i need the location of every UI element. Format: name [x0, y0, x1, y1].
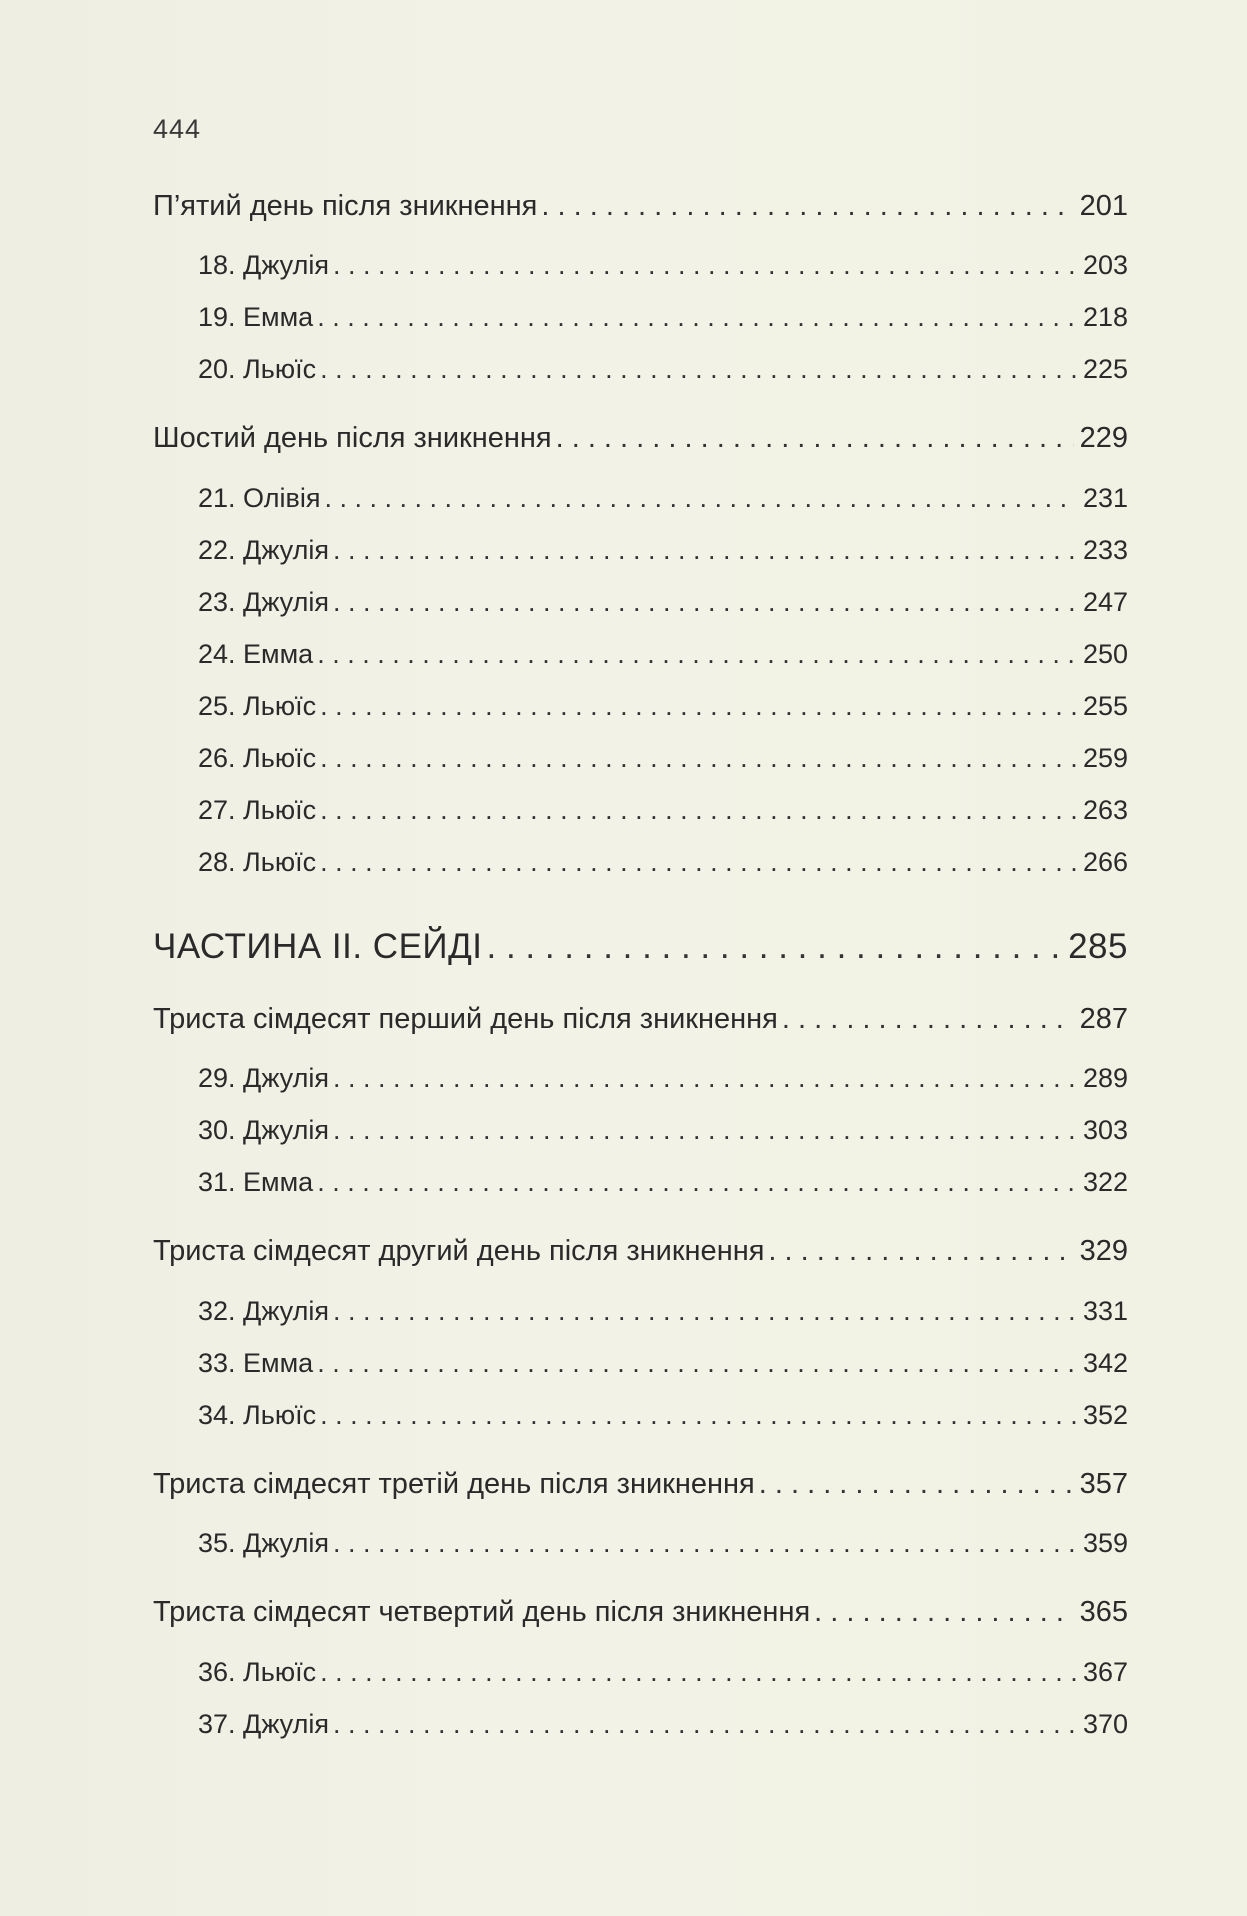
toc-entry-page: 322 [1082, 1167, 1128, 1197]
toc-entry-page: 247 [1082, 587, 1128, 617]
toc-entry-page: 357 [1079, 1468, 1128, 1500]
dot-leader [333, 1528, 1077, 1559]
dot-leader [541, 190, 1073, 223]
toc-entry-label: 36. Льюїс [198, 1657, 317, 1687]
toc-entry-page: 359 [1082, 1528, 1128, 1558]
dot-leader [320, 795, 1077, 826]
toc-entry-label: 35. Джулія [198, 1528, 329, 1558]
toc-entry-chapter [198, 302, 1128, 333]
toc-entry-day [153, 1596, 1128, 1629]
toc-entry-page: 229 [1079, 422, 1128, 454]
dot-leader [320, 847, 1077, 878]
toc-entry-chapter [198, 1657, 1128, 1688]
toc-entry-chapter [198, 1296, 1128, 1327]
toc-entry-page: 342 [1082, 1348, 1128, 1378]
dot-leader [320, 354, 1077, 385]
toc-entry-chapter [198, 795, 1128, 826]
toc-entry-chapter [198, 483, 1128, 514]
toc-entry-label: 20. Льюїс [198, 354, 317, 384]
dot-leader [320, 743, 1077, 774]
toc-entry-label: 33. Емма [198, 1348, 314, 1378]
toc-entry-chapter [198, 691, 1128, 722]
toc-entry-label: 22. Джулія [198, 535, 329, 565]
dot-leader [333, 1709, 1077, 1740]
toc-entry-page: 259 [1082, 743, 1128, 773]
toc-entry-day [153, 422, 1128, 455]
toc-entry-chapter [198, 250, 1128, 281]
toc-entry-label: 19. Емма [198, 302, 314, 332]
toc-entry-label: Триста сімдесят другий день після зникнення [153, 1235, 765, 1267]
dot-leader [814, 1596, 1073, 1629]
toc-entry-page: 218 [1082, 302, 1128, 332]
toc-entry-day [153, 1468, 1128, 1501]
toc-entry-label: 32. Джулія [198, 1296, 329, 1326]
toc-entry-page: 203 [1082, 250, 1128, 280]
dot-leader [320, 691, 1077, 722]
dot-leader [333, 250, 1077, 281]
toc-entry-label: 31. Емма [198, 1167, 314, 1197]
toc-entry-chapter [198, 1709, 1128, 1740]
toc-entry-label: 23. Джулія [198, 587, 329, 617]
toc-entry-chapter [198, 1167, 1128, 1198]
toc-entry-label: 27. Льюїс [198, 795, 317, 825]
toc-entry-day [153, 1235, 1128, 1268]
toc-entry-chapter [198, 743, 1128, 774]
dot-leader [768, 1235, 1073, 1268]
toc-entry-label: 30. Джулія [198, 1115, 329, 1145]
dot-leader [333, 1115, 1077, 1146]
dot-leader [317, 639, 1077, 670]
dot-leader [333, 1063, 1077, 1094]
toc-entry-label: 24. Емма [198, 639, 314, 669]
toc-entry-label: 21. Олівія [198, 483, 321, 513]
toc-entry-label: Триста сімдесят третій день після зникнення [153, 1468, 755, 1500]
dot-leader [320, 1657, 1077, 1688]
toc-entry-page: 233 [1082, 535, 1128, 565]
toc-entry-label: 29. Джулія [198, 1063, 329, 1093]
toc-entry-page: 367 [1082, 1657, 1128, 1687]
toc-entry-part [153, 927, 1128, 967]
toc-entry-page: 255 [1082, 691, 1128, 721]
toc-entry-chapter [198, 1115, 1128, 1146]
toc-entry-day [153, 1003, 1128, 1036]
toc-entry-chapter [198, 1348, 1128, 1379]
toc-entry-label: Триста сімдесят перший день після зникнення [153, 1003, 778, 1035]
toc-entry-chapter [198, 535, 1128, 566]
page-number: 444 [153, 114, 202, 144]
dot-leader [333, 587, 1077, 618]
toc-entry-page: 303 [1082, 1115, 1128, 1145]
dot-leader [333, 1296, 1077, 1327]
dot-leader [317, 1167, 1077, 1198]
dot-leader [333, 535, 1077, 566]
toc-entry-page: 365 [1079, 1596, 1128, 1628]
toc-entry-page: 263 [1082, 795, 1128, 825]
dot-leader [759, 1468, 1074, 1501]
toc-entry-chapter [198, 354, 1128, 385]
dot-leader [556, 422, 1074, 455]
toc-entry-page: 285 [1068, 927, 1128, 966]
toc-entry-label: 26. Льюїс [198, 743, 317, 773]
dot-leader [320, 1400, 1077, 1431]
dot-leader [317, 1348, 1077, 1379]
toc-entry-page: 370 [1082, 1709, 1128, 1739]
toc-entry-page: 225 [1082, 354, 1128, 384]
toc-entry-chapter [198, 1063, 1128, 1094]
toc-entry-page: 250 [1082, 639, 1128, 669]
toc-entry-page: 287 [1079, 1003, 1128, 1035]
toc-entry-chapter [198, 1528, 1128, 1559]
dot-leader [782, 1003, 1074, 1036]
toc-entry-label: 37. Джулія [198, 1709, 329, 1739]
dot-leader [324, 483, 1076, 514]
toc-entry-label: 28. Льюїс [198, 847, 317, 877]
toc-entry-label: 25. Льюїс [198, 691, 317, 721]
toc-entry-label: П’ятий день після зникнення [153, 190, 538, 222]
toc-entry-page: 289 [1082, 1063, 1128, 1093]
toc-entry-page: 201 [1079, 190, 1128, 222]
toc-entry-chapter [198, 847, 1128, 878]
toc-entry-chapter [198, 639, 1128, 670]
toc-entry-page: 331 [1082, 1296, 1128, 1326]
toc-entry-label: Триста сімдесят четвертий день після зникнення [153, 1596, 811, 1628]
toc-entry-page: 352 [1082, 1400, 1128, 1430]
toc-entry-label: ЧАСТИНА ІІ. СЕЙДІ [153, 927, 483, 966]
toc-entry-page: 231 [1082, 483, 1128, 513]
dot-leader [317, 302, 1077, 333]
toc-entry-label: 18. Джулія [198, 250, 329, 280]
toc-entry-chapter [198, 1400, 1128, 1431]
toc-entry-label: Шостий день після зникнення [153, 422, 552, 454]
toc-entry-label: 34. Льюїс [198, 1400, 317, 1430]
toc-entry-page: 329 [1079, 1235, 1128, 1267]
dot-leader [487, 927, 1063, 967]
toc-entry-chapter [198, 587, 1128, 618]
toc-entry-day [153, 190, 1128, 223]
toc-entry-page: 266 [1082, 847, 1128, 877]
